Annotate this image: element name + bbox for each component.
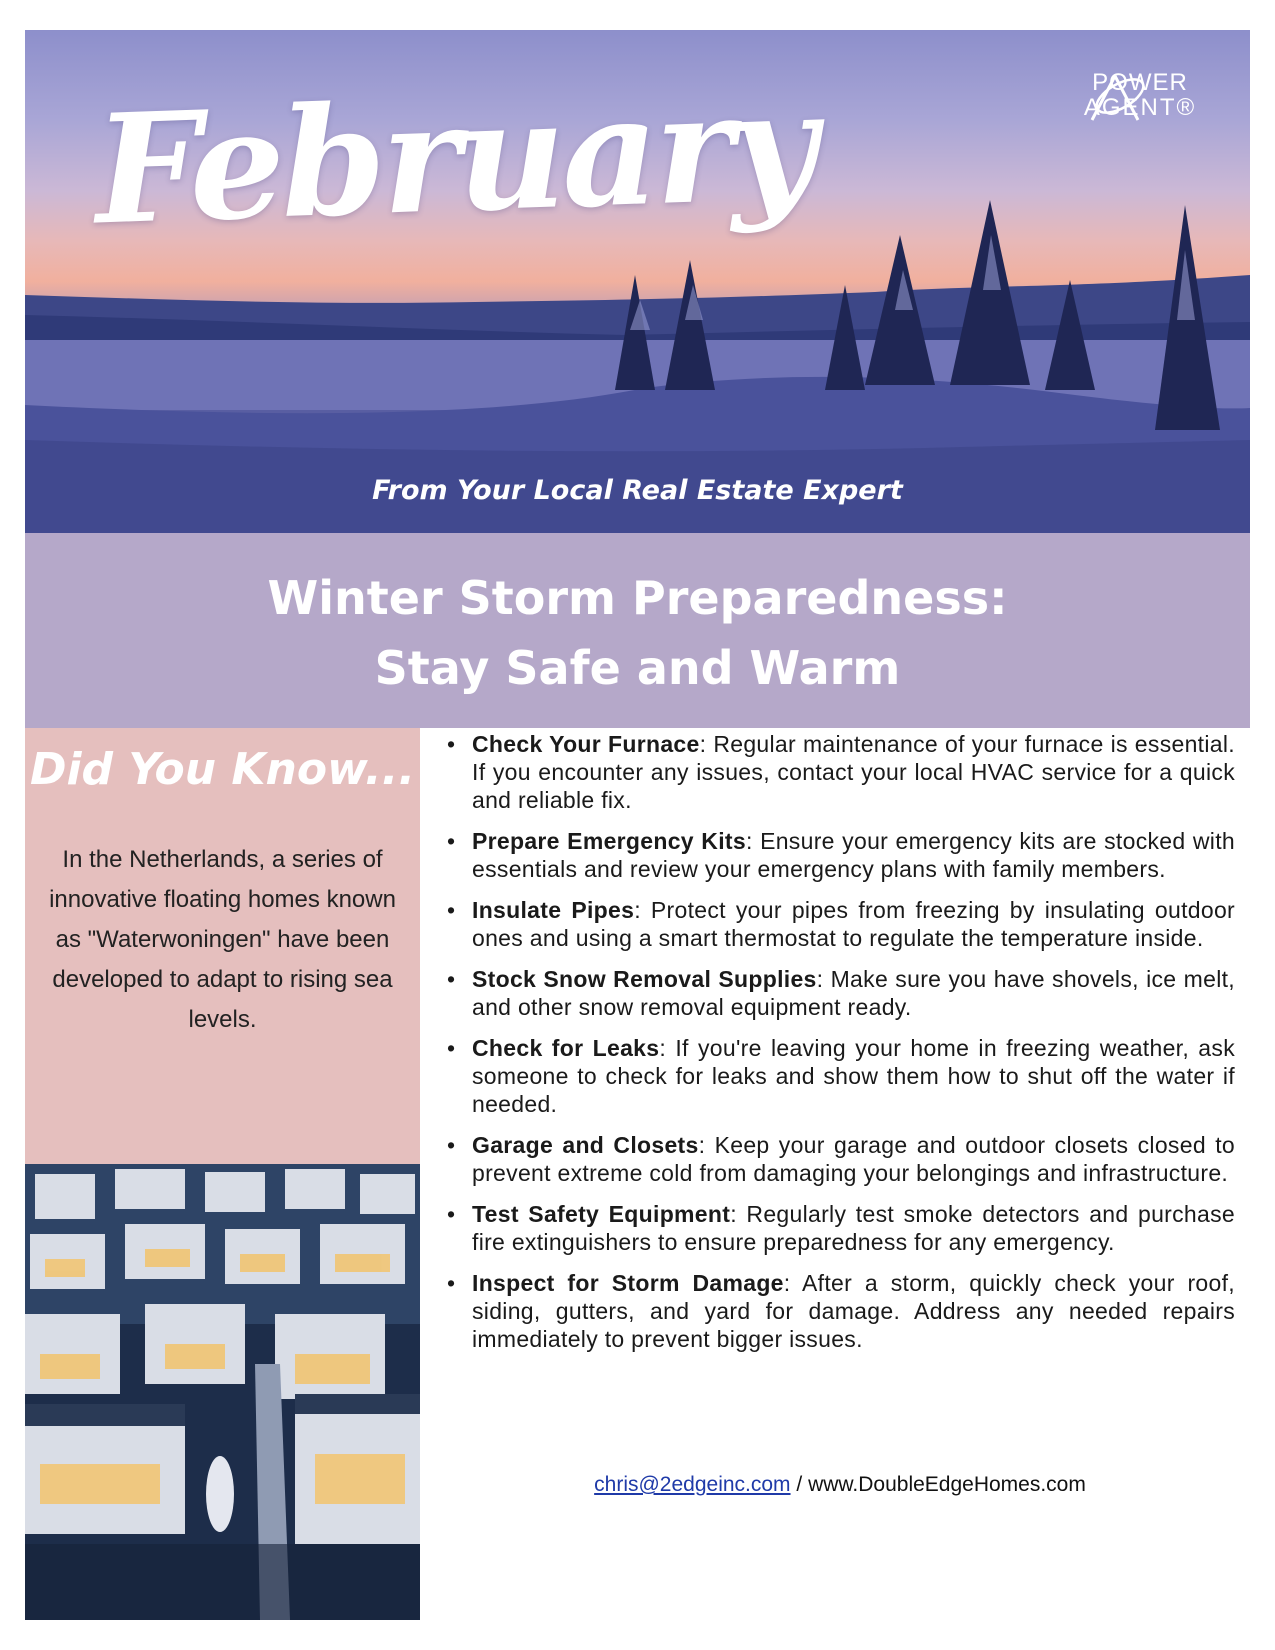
tagline: From Your Local Real Estate Expert	[372, 475, 903, 506]
power-agent-logo-icon	[1080, 70, 1150, 125]
list-item	[445, 1269, 1235, 1353]
list-item	[445, 896, 1235, 952]
tips-list	[445, 730, 1235, 1366]
email-link[interactable]: chris@2edgeinc.com	[594, 1473, 791, 1496]
bullet: •	[447, 828, 456, 854]
tip-text: : Regularly test smoke detectors and purchase fire extinguishers to ensure preparedness for any emergency.	[472, 1201, 1236, 1255]
bullet: •	[447, 1035, 456, 1061]
headline-band	[25, 533, 1250, 728]
bullet: •	[447, 897, 456, 923]
headline-line-1: Winter Storm Preparedness:	[267, 571, 1008, 625]
did-you-know-sidebar	[25, 728, 420, 1620]
list-item	[445, 730, 1235, 814]
logo-text-agent: AGENT®	[1083, 94, 1197, 121]
tip-title: Insulate Pipes	[472, 897, 635, 923]
list-item	[445, 827, 1235, 883]
tip-text: : Make sure you have shovels, ice melt, and other snow removal equipment ready.	[472, 966, 1235, 1020]
footer-separator: /	[790, 1473, 809, 1496]
power-agent-logo	[1080, 70, 1200, 120]
bullet: •	[447, 731, 456, 757]
headline-line-2: Stay Safe and Warm	[374, 641, 901, 695]
tip-title: Inspect for Storm Damage	[472, 1270, 784, 1296]
tip-title: Prepare Emergency Kits	[472, 828, 746, 854]
tip-text: : If you're leaving your home in freezing weather, ask someone to check for leaks and show them how to shut off the water if needed.	[472, 1035, 1235, 1117]
website-text: www.DoubleEdgeHomes.com	[808, 1473, 1086, 1496]
month-title: February	[92, 57, 816, 259]
hero-banner	[25, 30, 1250, 533]
bullet: •	[447, 1132, 456, 1158]
tip-text: : Keep your garage and outdoor closets closed to prevent extreme cold from damaging your belongings and infrastructure.	[472, 1132, 1235, 1186]
floating-homes-image	[25, 1164, 420, 1620]
did-you-know-fact: In the Netherlands, a series of innovative floating homes known as "Waterwoningen" have been developed to adapt to rising sea levels.	[49, 846, 396, 1033]
list-item	[445, 1131, 1235, 1187]
contact-footer	[445, 1473, 1235, 1497]
floating-homes-photo	[25, 1164, 420, 1620]
logo-text-power: POWER	[1092, 69, 1188, 96]
bullet: •	[447, 1201, 456, 1227]
tip-title: Test Safety Equipment	[472, 1201, 731, 1227]
tip-text: : Ensure your emergency kits are stocked with essentials and review your emergency plans with family members.	[472, 828, 1235, 882]
list-item	[445, 1034, 1235, 1118]
tip-text: : After a storm, quickly check your roof, siding, gutters, and yard for damage. Address any needed repairs immediately to prevent bigger issues.	[472, 1270, 1235, 1352]
bullet: •	[447, 1270, 456, 1296]
tip-title: Check Your Furnace	[472, 731, 700, 757]
bullet: •	[447, 966, 456, 992]
tip-title: Garage and Closets	[472, 1132, 699, 1158]
flyer-page	[25, 30, 1250, 1620]
tip-text: : Protect your pipes from freezing by insulating outdoor ones and using a smart thermostat to regulate the temperature inside.	[472, 897, 1236, 951]
list-item	[445, 965, 1235, 1021]
tip-title: Stock Snow Removal Supplies	[472, 966, 817, 992]
tip-title: Check for Leaks	[472, 1035, 660, 1061]
tip-text: : Regular maintenance of your furnace is essential. If you encounter any issues, contact your local HVAC service for a quick and reliable fix.	[472, 731, 1235, 813]
list-item	[445, 1200, 1235, 1256]
did-you-know-heading: Did You Know...	[29, 744, 416, 795]
